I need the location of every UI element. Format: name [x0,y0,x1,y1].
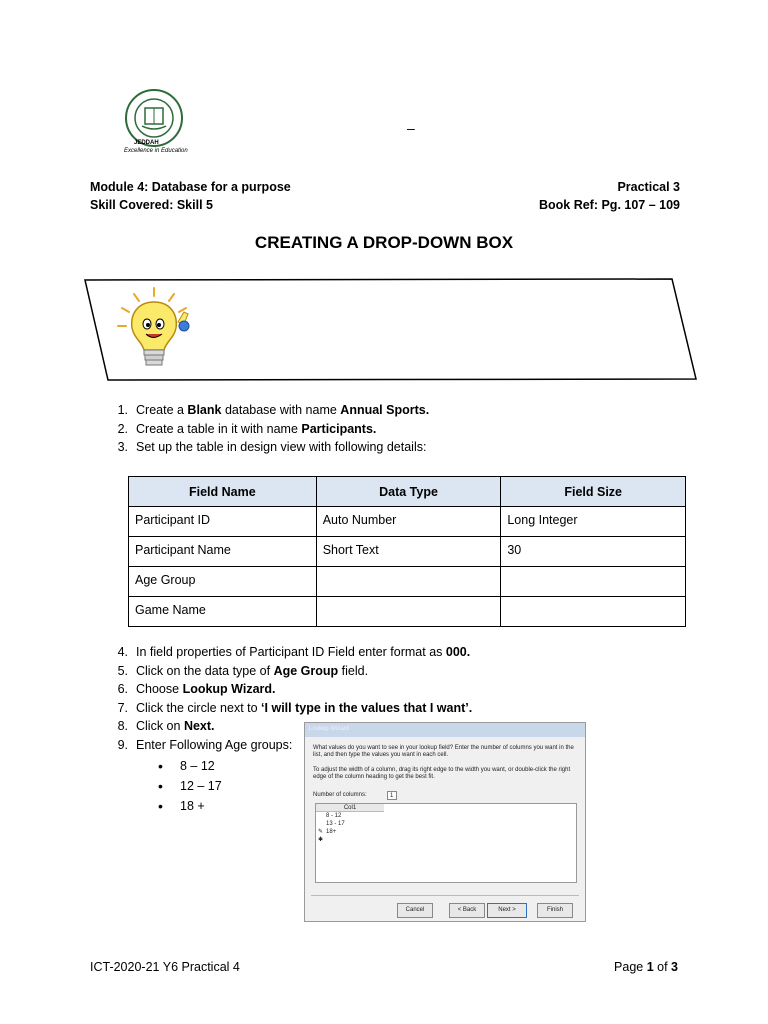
age-group-value: 18 + [180,799,205,813]
table-cell: Age Group [129,567,317,597]
table-cell: 30 [501,537,686,567]
list-item [112,662,472,681]
practical-label: Practical 3 [617,180,680,194]
list-item [158,796,222,816]
book-ref-label: Book Ref: Pg. 107 – 109 [538,198,680,212]
step-text: In field properties of Participant ID Field enter format as [136,645,446,659]
step-text: Set up the table in design view with following details: [136,440,427,454]
step-bold: Next. [183,719,215,733]
table-row [129,507,686,537]
bullet-icon: • [158,758,163,774]
finish-button[interactable]: Finish [537,903,573,918]
page-number [614,960,678,974]
logo-city: JEDDAH [134,140,159,146]
column-header: Data Type [316,477,501,507]
column-header: Field Size [501,477,686,507]
wizard-instructions-2: To adjust the width of a column, drag its right edge to the width you want, or double-click the right edge of the column heading to get the best fit. [313,767,571,780]
logo-motto: Excellence in Education [124,148,188,154]
wizard-instructions-1: What values do you want to see in your lookup field? Enter the number of columns you want in the list, and then type the values you want in each cell. [313,745,574,758]
tip-banner [84,278,698,382]
age-group-value: 8 – 12 [180,759,215,773]
wizard-title: Lookup Wizard [305,723,585,737]
wizard-divider [311,895,579,896]
fields-table [128,476,686,627]
step-text: Click on [136,719,184,733]
step-number: 6. [117,682,128,696]
grid-cell[interactable]: 13 - 17 [326,821,345,827]
step-number: 7. [117,700,128,715]
lookup-wizard-screenshot [304,722,586,922]
page-title: CREATING A DROP-DOWN BOX [254,233,514,252]
list-item [112,420,429,439]
footer-left: ICT-2020-21 Y6 Practical 4 [90,960,240,974]
pencil-icon: ✎ [318,829,324,835]
lightbulb-icon [114,286,194,376]
step-text: Click the circle next to [136,700,262,715]
table-cell [501,567,686,597]
age-group-value: 12 – 17 [180,779,222,793]
page-current: 1 [646,960,654,974]
page-label: Page [614,960,647,974]
step-number: 2. [117,421,128,436]
next-button[interactable]: Next > [487,903,527,918]
table-header-row [129,477,686,507]
step-text: database with name [221,403,341,417]
list-item [112,643,472,662]
back-button[interactable]: < Back [449,903,485,918]
table-cell: Participant Name [129,537,317,567]
table-row [129,597,686,627]
step-bold: Annual Sports. [340,403,430,417]
header-left [90,178,291,214]
table-cell: Game Name [129,597,317,627]
list-item [158,776,222,796]
step-bold: Age Group [273,663,339,678]
grid-cell[interactable]: 8 - 12 [326,813,342,819]
step-number: 1. [117,403,128,417]
step-number: 8. [117,719,128,733]
page-of-label: of [653,960,672,974]
step-text: Choose [136,682,183,696]
step-bold: Blank [187,403,222,417]
table-cell: Participant ID [129,507,317,537]
table-row [129,567,686,597]
bullet-icon: • [158,778,163,794]
column-header: Field Name [129,477,317,507]
steps-list-a [112,401,429,457]
age-group-list [158,756,222,816]
module-label: Module 4: Database for a purpose [90,180,291,194]
table-cell: Short Text [316,537,501,567]
step-text: Click on the data type of [136,663,274,678]
table-row [129,537,686,567]
page-total: 3 [671,960,678,974]
columns-input[interactable]: 1 [387,791,397,800]
list-item [112,699,472,718]
list-item [158,756,222,776]
step-text: field. [338,663,369,678]
values-grid[interactable] [315,803,577,883]
step-text: Enter Following Age groups: [136,737,293,752]
list-item [112,680,472,699]
bullet-icon: • [158,798,163,814]
step-text: Create a [136,403,188,417]
grid-cell[interactable]: 18+ [326,829,337,835]
step-bold: 000. [445,645,471,659]
cancel-button[interactable]: Cancel [397,903,433,918]
list-item [112,401,429,420]
table-cell: Auto Number [316,507,501,537]
step-text: Create a table in it with name [136,421,302,436]
step-number: 4. [117,645,128,659]
step-bold: Participants. [301,421,377,436]
step-bold: ‘I will type in the values that I want’. [261,700,473,715]
header-right [539,178,680,214]
table-cell [316,567,501,597]
columns-label: Number of columns: [313,792,367,798]
step-number: 3. [117,440,128,454]
step-bold: Lookup Wizard. [182,682,276,696]
header-dash: – [407,120,415,136]
grid-column-header: Col1 [316,804,384,812]
table-cell [316,597,501,627]
new-row-icon: ✱ [318,837,324,843]
table-cell: Long Integer [501,507,686,537]
list-item [112,438,429,457]
skill-label: Skill Covered: Skill 5 [90,198,213,212]
step-number: 9. [117,737,128,752]
step-number: 5. [117,663,128,678]
table-cell [501,597,686,627]
